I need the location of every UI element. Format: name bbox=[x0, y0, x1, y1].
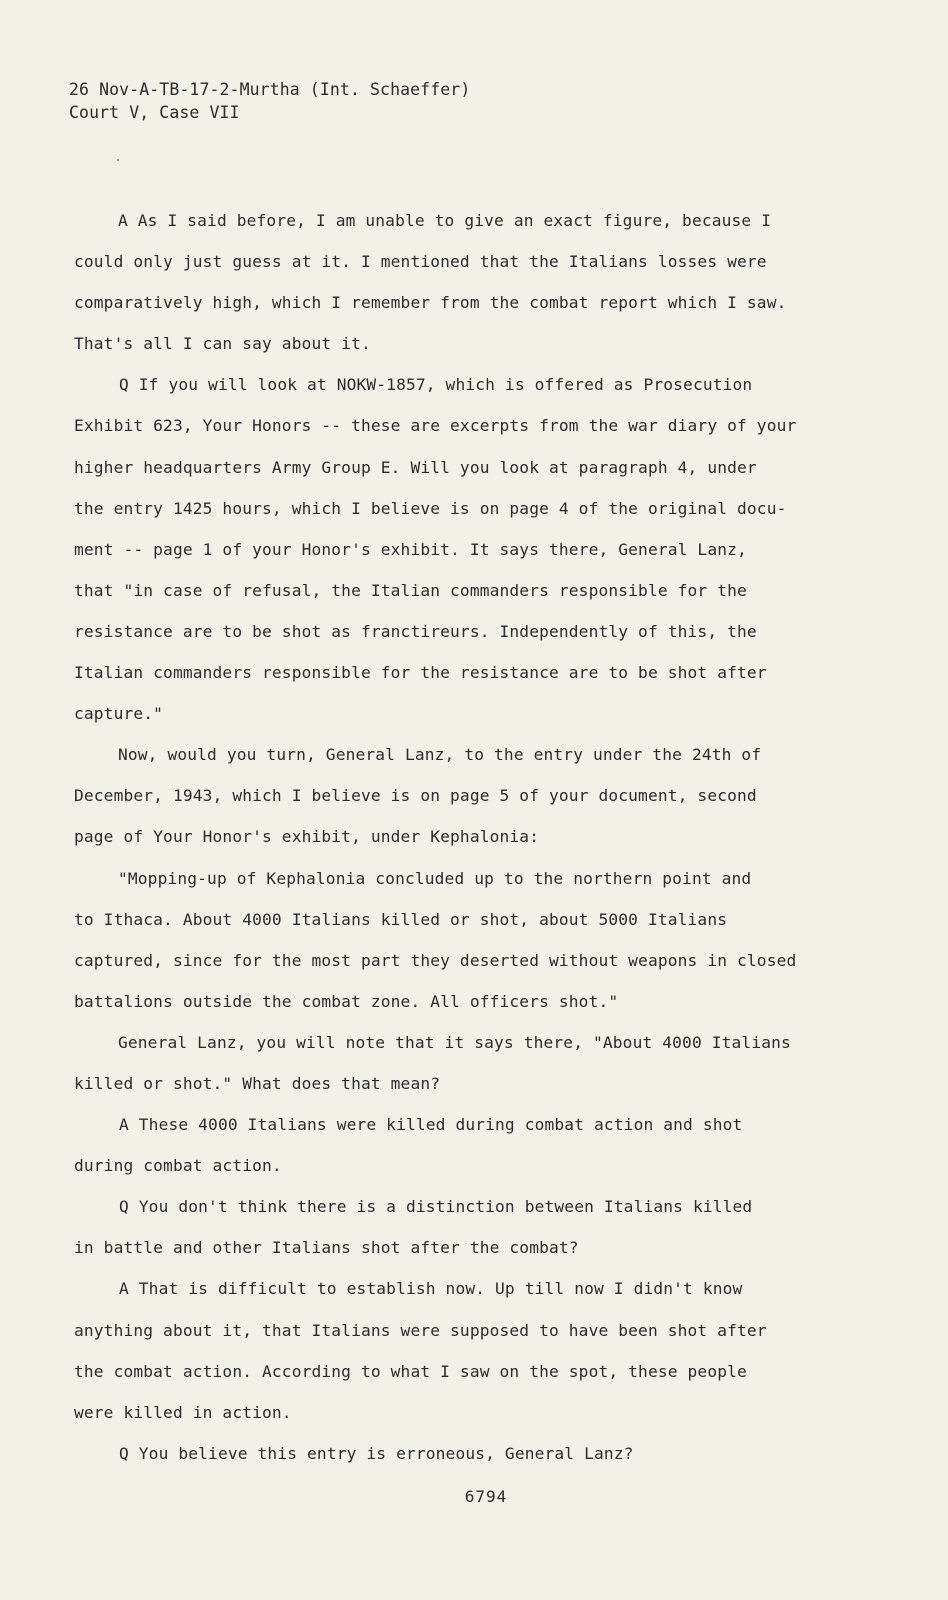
transcript-line: Q You believe this entry is erroneous, General Lanz? bbox=[119, 1443, 634, 1463]
transcript-line: the combat action. According to what I saw on the spot, these people bbox=[74, 1361, 747, 1381]
header-line-2: Court V, Case VII bbox=[69, 103, 240, 122]
transcript-line: Now, would you turn, General Lanz, to the entry under the 24th of bbox=[118, 745, 762, 765]
transcript-line: anything about it, that Italians were supposed to have been shot after bbox=[74, 1320, 767, 1340]
transcript-line: battalions outside the combat zone. All officers shot." bbox=[74, 991, 619, 1011]
transcript-line: Q You don't think there is a distinction between Italians killed bbox=[119, 1197, 753, 1217]
transcript-line: capture." bbox=[74, 704, 164, 724]
paper-speck bbox=[117, 159, 119, 161]
transcript-line: comparatively high, which I remember from the combat report which I saw. bbox=[74, 293, 787, 313]
transcript-line: killed or shot." What does that mean? bbox=[74, 1073, 441, 1093]
transcript-line: Q If you will look at NOKW-1857, which is offered as Prosecution bbox=[119, 375, 753, 395]
transcript-line: in battle and other Italians shot after the combat? bbox=[74, 1238, 579, 1258]
transcript-line: page of Your Honor's exhibit, under Kephalonia: bbox=[74, 827, 540, 847]
transcript-line: That's all I can say about it. bbox=[74, 334, 371, 354]
transcript-line: higher headquarters Army Group E. Will you look at paragraph 4, under bbox=[74, 457, 757, 477]
transcript-line: General Lanz, you will note that it says there, "About 4000 Italians bbox=[118, 1032, 791, 1052]
transcript-line: Exhibit 623, Your Honors -- these are excerpts from the war diary of your bbox=[74, 416, 797, 436]
transcript-line: A That is difficult to establish now. Up till now I didn't know bbox=[119, 1279, 743, 1299]
transcript-line: captured, since for the most part they deserted without weapons in closed bbox=[74, 950, 797, 970]
document-header bbox=[69, 78, 470, 124]
transcript-line: ment -- page 1 of your Honor's exhibit. It says there, General Lanz, bbox=[74, 539, 747, 559]
transcript-body bbox=[74, 200, 864, 1474]
header-line-1: 26 Nov-A-TB-17-2-Murtha (Int. Schaeffer) bbox=[69, 80, 471, 99]
transcript-line: December, 1943, which I believe is on page 5 of your document, second bbox=[74, 786, 757, 806]
transcript-line: Italian commanders responsible for the resistance are to be shot after bbox=[74, 663, 767, 683]
transcript-line: "Mopping-up of Kephalonia concluded up to the northern point and bbox=[118, 868, 752, 888]
transcript-line: resistance are to be shot as franctireurs. Independently of this, the bbox=[74, 621, 757, 641]
transcript-line: the entry 1425 hours, which I believe is on page 4 of the original docu- bbox=[74, 498, 787, 518]
transcript-line: that "in case of refusal, the Italian commanders responsible for the bbox=[74, 580, 747, 600]
page-number: 6794 bbox=[464, 1487, 508, 1506]
transcript-line: could only just guess at it. I mentioned that the Italians losses were bbox=[74, 252, 767, 272]
transcript-line: during combat action. bbox=[74, 1156, 282, 1176]
transcript-line: A As I said before, I am unable to give an exact figure, because I bbox=[118, 211, 772, 230]
transcript-line: to Ithaca. About 4000 Italians killed or shot, about 5000 Italians bbox=[74, 909, 728, 929]
transcript-line: A These 4000 Italians were killed during combat action and shot bbox=[119, 1115, 743, 1135]
transcript-line: were killed in action. bbox=[74, 1402, 292, 1422]
